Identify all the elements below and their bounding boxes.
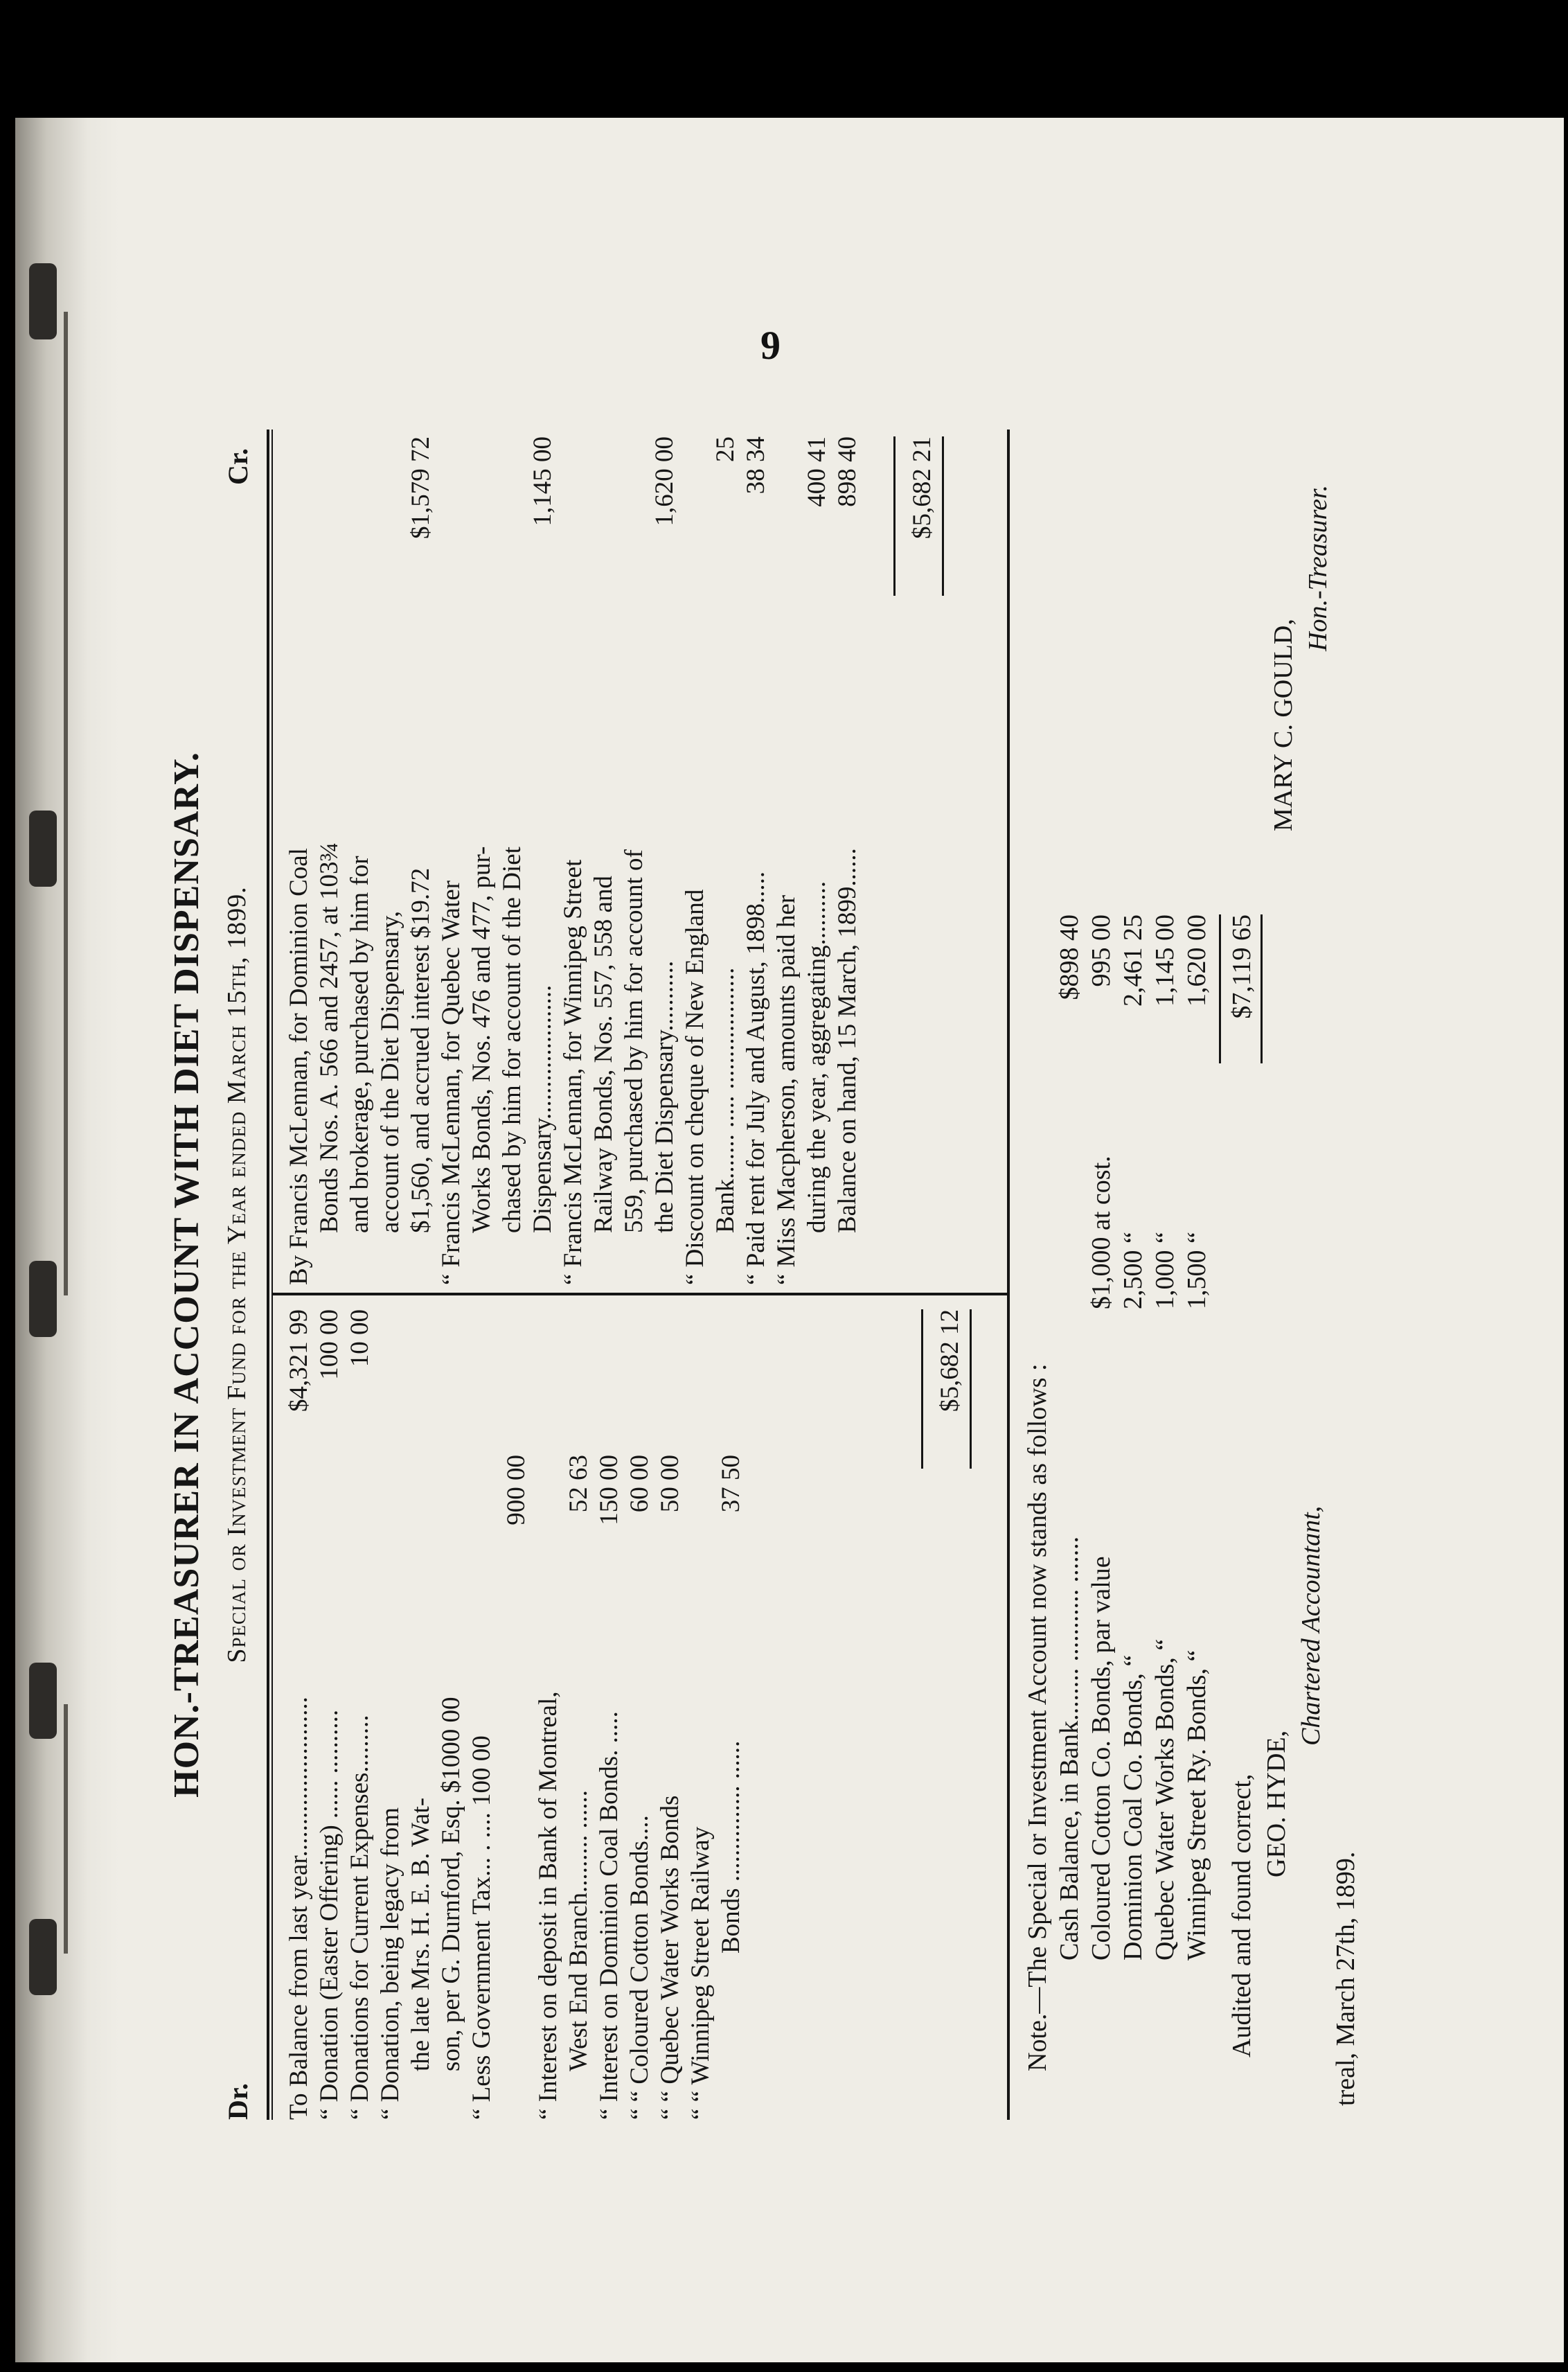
credit-line: account of the Diet Dispensary,: [376, 910, 404, 1233]
note-row-par: $1,000 at cost.: [1087, 1156, 1116, 1309]
binding-stitch: [29, 1261, 57, 1337]
note-total-rule: [1219, 914, 1221, 1063]
note-row-label: Winnipeg Street Ry. Bonds, “: [1182, 1649, 1211, 1961]
credit-amount: 38 34: [742, 436, 770, 495]
credit-total-underline: [942, 436, 944, 596]
credit-line: Railway Bonds, Nos. 557, 558 and: [589, 876, 618, 1233]
credit-amount: 25: [711, 436, 740, 462]
debit-amount: 150 00: [595, 1455, 623, 1525]
note-row-amount: 1,145 00: [1150, 914, 1179, 1007]
debit-amount: 60 00: [625, 1455, 654, 1513]
note-row-par: 2,500 “: [1119, 1232, 1148, 1309]
treasurer-name: MARY C. GOULD,: [1269, 619, 1298, 831]
credit-total-rule: [893, 436, 896, 596]
credit-line: “ Paid rent for July and August, 1898.....: [742, 871, 770, 1285]
top-rule: [267, 430, 269, 2120]
top-rule-thin: [271, 430, 273, 2120]
debit-line: Bonds ............... ......: [717, 1740, 745, 1954]
credit-total: $5,682 21: [908, 436, 936, 539]
binding-thread: [64, 312, 68, 852]
credit-line: Balance on hand, 15 March, 1899......: [833, 848, 862, 1233]
debit-line: “ Donation, being legacy from: [376, 1807, 404, 2120]
credit-line: Bonds Nos. A. 566 and 2457, at 103¾: [315, 842, 344, 1233]
debit-line: “ “ Winnipeg Street Railway: [686, 1826, 715, 2120]
treasurer-title: Hon.-Treasurer.: [1303, 485, 1333, 651]
debit-line: West End Branch......... ......: [564, 1789, 593, 2071]
note-row-amount: 1,620 00: [1182, 914, 1211, 1007]
binding-stitch: [29, 1663, 57, 1739]
note-row-amount: 2,461 25: [1119, 914, 1148, 1007]
binding-edge: [15, 118, 119, 2362]
auditor-name: GEO. HYDE,: [1262, 1730, 1291, 1877]
debit-total-rule: [921, 1309, 923, 1469]
credit-line: “ Miss Macpherson, amounts paid her: [772, 894, 801, 1285]
debit-line: son, per G. Durnford, Esq. $1000 00: [437, 1697, 465, 2071]
debit-line: “ Donations for Current Expenses.........: [346, 1715, 374, 2120]
note-total-underline: [1260, 914, 1263, 1063]
credit-line: Works Bonds, Nos. 476 and 477, pur-: [467, 846, 496, 1233]
note-intro: Note.—The Special or Investment Account now stands as follows :: [1023, 1363, 1052, 2071]
debit-amount: 900 00: [502, 1455, 531, 1525]
note-row-label: Quebec Water Works Bonds, “: [1150, 1638, 1179, 1961]
statement-title: HON.-TREASURER IN ACCOUNT WITH DIET DISPENSARY.: [167, 752, 206, 1798]
credit-line: Dispensary.....................: [528, 984, 557, 1233]
binding-stitch: [29, 1919, 57, 1995]
credit-amount: $1,579 72: [407, 436, 435, 539]
note-row-label: Cash Balance, in Bank........ ........... .......: [1055, 1536, 1084, 1961]
debit-amount: 50 00: [656, 1455, 684, 1513]
credit-amount: 400 41: [803, 436, 831, 507]
binding-stitch: [29, 811, 57, 887]
audited-statement: Audited and found correct,: [1227, 1773, 1256, 2057]
note-total: $7,119 65: [1227, 914, 1256, 1019]
debit-amount: 52 63: [564, 1455, 593, 1513]
note-row-amount: 995 00: [1087, 914, 1116, 987]
credit-line: and brokerage, purchased by him for: [346, 856, 374, 1233]
credit-line: chased by him for account of the Diet: [498, 847, 526, 1233]
place-date: treal, March 27th, 1899.: [1331, 1851, 1360, 2106]
credit-line: during the year, aggregating..........: [803, 880, 831, 1233]
credit-label: Cr.: [222, 448, 253, 485]
debit-amount: 100 00: [315, 1309, 344, 1380]
credit-line: the Diet Dispensary...........: [650, 960, 679, 1233]
credit-amount: 898 40: [833, 436, 862, 507]
debit-total-underline: [970, 1309, 972, 1469]
bottom-rule: [1007, 430, 1010, 2120]
account-statement: [166, 416, 1364, 2134]
credit-line: 559, purchased by him for account of: [620, 849, 648, 1233]
auditor-title: Chartered Accountant,: [1297, 1505, 1326, 1746]
credit-amount: 1,145 00: [528, 436, 557, 526]
column-divider: [273, 1293, 1007, 1295]
note-row-label: Coloured Cotton Co. Bonds, par value: [1087, 1556, 1116, 1961]
debit-amount: 37 50: [717, 1455, 745, 1513]
statement-subtitle: Special or Investment Fund for the Year ended March 15th, 1899.: [222, 886, 251, 1663]
debit-line: the late Mrs. H. E. B. Wat-: [407, 1797, 435, 2071]
page-number: 9: [760, 323, 781, 368]
debit-line: “ “ Coloured Cotton Bonds....: [625, 1815, 654, 2120]
debit-amount: $4,321 99: [285, 1309, 313, 1412]
credit-line: $1,560, and accrued interest $19.72: [407, 867, 435, 1233]
credit-line: “ Discount on cheque of New England: [681, 889, 709, 1285]
debit-line: “ Interest on deposit in Bank of Montreal,: [534, 1691, 562, 2120]
note-row-par: 1,500 “: [1182, 1232, 1211, 1309]
note-row-par: 1,000 “: [1150, 1232, 1179, 1309]
credit-line: Bank....... ..... ...................: [711, 967, 740, 1233]
note-row-label: Dominion Coal Co. Bonds, “: [1119, 1654, 1148, 1961]
credit-line: “ Francis McLennan, for Quebec Water: [437, 880, 465, 1285]
debit-line: “ Donation (Easter Offering) ...... ..........: [315, 1709, 344, 2120]
binding-thread: [64, 852, 68, 1295]
debit-amount: 10 00: [346, 1309, 374, 1368]
debit-line: To Balance from last year.........................: [285, 1697, 313, 2120]
credit-amount: 1,620 00: [650, 436, 679, 526]
debit-line: “ “ Quebec Water Works Bonds: [656, 1795, 684, 2120]
credit-line: “ Francis McLennan, for Winnipeg Street: [559, 859, 587, 1285]
debit-line: “ Less Government Tax... . .... 100 00: [467, 1735, 496, 2120]
debit-total: $5,682 12: [936, 1309, 964, 1412]
note-row-amount: $898 40: [1055, 914, 1084, 1000]
binding-thread: [64, 1704, 68, 1954]
debit-label: Dr.: [222, 2083, 253, 2120]
debit-line: “ Interest on Dominion Coal Bonds. .....: [595, 1711, 623, 2120]
binding-stitch: [29, 263, 57, 339]
credit-line: By Francis McLennan, for Dominion Coal: [285, 848, 313, 1285]
